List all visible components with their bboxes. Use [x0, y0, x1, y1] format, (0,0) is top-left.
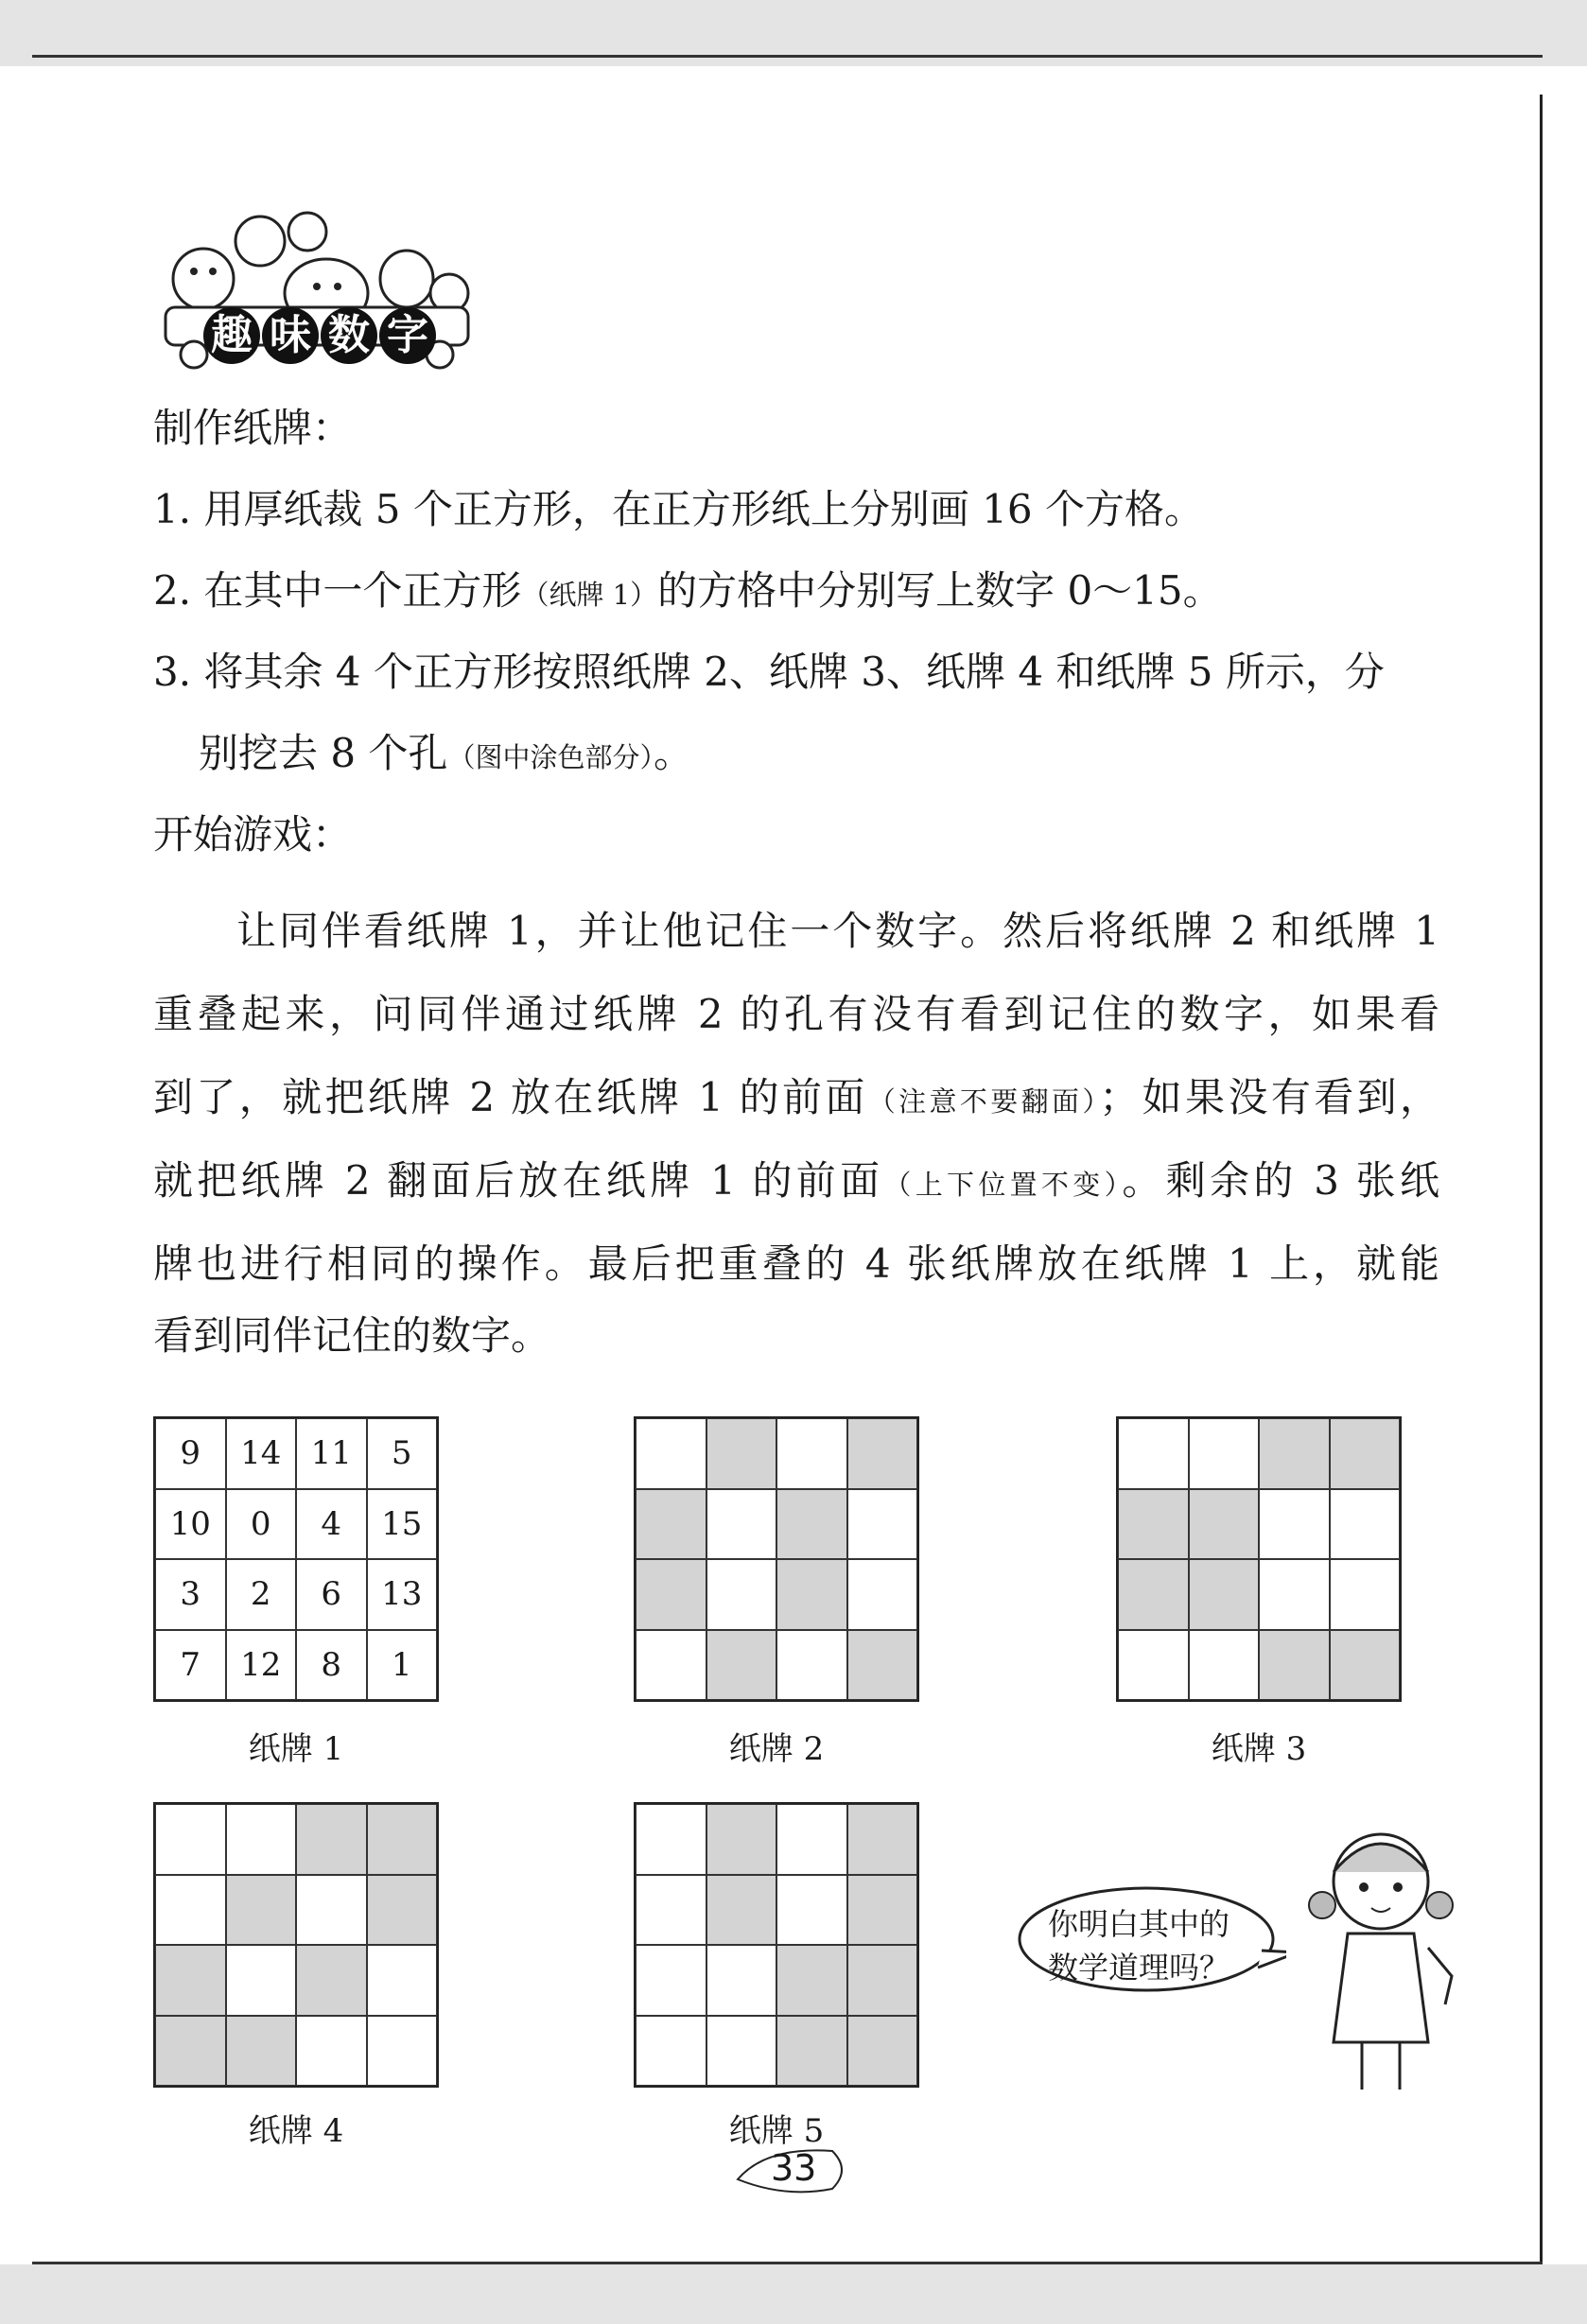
speech-line-1: 你明白其中的: [1048, 1906, 1230, 1942]
card-5-cell: [706, 2016, 777, 2087]
card-4-cell: [155, 1875, 226, 1946]
card-3-cell: [1189, 1630, 1260, 1701]
card-1-cell: 6: [296, 1559, 367, 1630]
play-line-4-text: 就把纸牌 2 翻面后放在纸牌 1 的前面: [153, 1157, 884, 1204]
card-1-cell: 0: [226, 1489, 297, 1560]
card-3-cell: [1330, 1489, 1401, 1560]
making-heading: 制作纸牌：: [153, 405, 353, 451]
card-5-hole: [776, 1945, 847, 2016]
card-4-caption: 纸牌 4: [248, 2112, 344, 2150]
step-2-note: （纸牌 1）: [521, 579, 658, 611]
card-2-cell: [636, 1630, 706, 1701]
card-1-cell: 5: [367, 1418, 438, 1489]
card-4-grid: [153, 1802, 439, 2088]
speech-text: [1048, 1902, 1229, 1989]
play-line-3: [153, 1067, 1439, 1123]
card-3-cell: [1259, 1559, 1330, 1630]
play-heading: 开始游戏：: [153, 811, 353, 858]
card-2-hole: [636, 1559, 706, 1630]
card-4-hole: [155, 2016, 226, 2087]
play-line-1: 让同伴看纸牌 1，并让他记住一个数字。然后将纸牌 2 和纸牌 1: [236, 908, 1439, 954]
card-4-hole: [296, 1945, 367, 2016]
banner-char: 数: [321, 307, 377, 364]
card-5-hole: [706, 1875, 777, 1946]
card-2-hole: [847, 1630, 918, 1701]
card-4-hole: [367, 1875, 438, 1946]
card-1-cell: 13: [367, 1559, 438, 1630]
card-5-cell: [636, 1945, 706, 2016]
card-1-cell: 4: [296, 1489, 367, 1560]
card-3-cell: [1118, 1630, 1189, 1701]
card-5-cell: [706, 1945, 777, 2016]
card-1-cell: 12: [226, 1630, 297, 1701]
card-1-cell: 10: [155, 1489, 226, 1560]
card-1-cell: 11: [296, 1418, 367, 1489]
card-1-cell: 7: [155, 1630, 226, 1701]
card-5-caption: 纸牌 5: [728, 2112, 825, 2150]
card-4-cell: [155, 1804, 226, 1875]
card-1-cell: 14: [226, 1418, 297, 1489]
card-3-caption: 纸牌 3: [1211, 1730, 1307, 1768]
card-5-hole: [776, 2016, 847, 2087]
card-4-cell: [367, 1945, 438, 2016]
card-4-cell: [226, 1804, 297, 1875]
banner-title: [203, 307, 436, 364]
card-5-cell: [636, 1875, 706, 1946]
card-2-cell: [776, 1418, 847, 1489]
card-4-hole: [296, 1804, 367, 1875]
step-3-text-end: 。: [653, 730, 693, 776]
banner-char: 字: [379, 307, 436, 364]
card-4-hole: [226, 1875, 297, 1946]
card-1-cell: 2: [226, 1559, 297, 1630]
card-4-hole: [226, 2016, 297, 2087]
card-4-cell: [367, 2016, 438, 2087]
card-3-cell: [1118, 1418, 1189, 1489]
card-5-cell: [776, 1875, 847, 1946]
card-1-cell: 3: [155, 1559, 226, 1630]
card-2-cell: [776, 1630, 847, 1701]
making-step-3-line-2: [199, 730, 693, 776]
step-3-note: （图中涂色部分）: [447, 741, 654, 773]
page-frame-top: [32, 55, 1543, 58]
making-step-1: 1. 用厚纸裁 5 个正方形，在正方形纸上分别画 16 个方格。: [153, 486, 1204, 532]
card-2-cell: [847, 1559, 918, 1630]
card-3-hole: [1189, 1489, 1260, 1560]
card-2-grid: [634, 1416, 919, 1702]
card-5-cell: [636, 1804, 706, 1875]
card-5-hole: [847, 1875, 918, 1946]
card-2-hole: [776, 1559, 847, 1630]
card-5-hole: [706, 1804, 777, 1875]
card-1-grid: [153, 1416, 439, 1702]
card-3-hole: [1118, 1559, 1189, 1630]
play-line-4: [153, 1150, 1439, 1206]
card-3-grid: [1116, 1416, 1402, 1702]
card-5-cell: [636, 2016, 706, 2087]
card-4-hole: [155, 1945, 226, 2016]
step-2-text-end: 的方格中分别写上数字 0～15。: [657, 567, 1223, 614]
girl-illustration: [1296, 1815, 1466, 2099]
card-3-cell: [1330, 1559, 1401, 1630]
card-5-hole: [847, 1945, 918, 2016]
card-2-hole: [706, 1630, 777, 1701]
card-4-hole: [367, 1804, 438, 1875]
card-2-hole: [847, 1418, 918, 1489]
card-5-grid: [634, 1802, 919, 2088]
card-2-hole: [636, 1489, 706, 1560]
card-2-cell: [847, 1489, 918, 1560]
step-3-text: 别挖去 8 个孔: [199, 730, 448, 776]
step-2-text: 2. 在其中一个正方形: [153, 567, 522, 614]
card-1-cell: 1: [367, 1630, 438, 1701]
card-3-hole: [1189, 1559, 1260, 1630]
card-3-hole: [1259, 1418, 1330, 1489]
card-1-cell: 8: [296, 1630, 367, 1701]
card-3-cell: [1259, 1489, 1330, 1560]
card-2-cell: [706, 1559, 777, 1630]
card-1-caption: 纸牌 1: [248, 1730, 344, 1768]
card-2-hole: [706, 1418, 777, 1489]
play-line-2: 重叠起来，问同伴通过纸牌 2 的孔有没有看到记住的数字，如果看: [153, 991, 1439, 1037]
card-4-cell: [296, 1875, 367, 1946]
card-2-caption: 纸牌 2: [728, 1730, 825, 1768]
speech-line-2: 数学道理吗？: [1048, 1950, 1230, 1986]
banner-char: 趣: [203, 307, 260, 364]
card-3-hole: [1330, 1418, 1401, 1489]
scan-bottom-margin: [0, 2264, 1587, 2324]
card-3-hole: [1330, 1630, 1401, 1701]
card-5-hole: [847, 1804, 918, 1875]
page-frame-right: [1540, 95, 1543, 2264]
page-number: 33: [771, 2147, 817, 2189]
card-4-cell: [296, 2016, 367, 2087]
card-2-hole: [776, 1489, 847, 1560]
making-step-3-line-1: 3. 将其余 4 个正方形按照纸牌 2、纸牌 3、纸牌 4 和纸牌 5 所示，分: [153, 649, 1385, 695]
card-1-cell: 9: [155, 1418, 226, 1489]
card-5-hole: [847, 2016, 918, 2087]
play-line-3-note: （注意不要翻面）: [867, 1085, 1100, 1118]
card-3-hole: [1259, 1630, 1330, 1701]
play-line-5: 牌也进行相同的操作。最后把重叠的 4 张纸牌放在纸牌 1 上，就能: [153, 1240, 1439, 1287]
play-line-3-text: 到了，就把纸牌 2 放在纸牌 1 的前面: [153, 1074, 868, 1120]
card-2-cell: [706, 1489, 777, 1560]
play-line-4-text-end: 。剩余的 3 张纸: [1122, 1157, 1439, 1204]
play-line-4-note: （上下位置不变）: [883, 1169, 1123, 1201]
banner-char: 味: [262, 307, 319, 364]
card-1-cell: 15: [367, 1489, 438, 1560]
card-3-hole: [1118, 1489, 1189, 1560]
play-line-3-text-end: ；如果没有看到，: [1099, 1074, 1439, 1120]
play-line-6: 看到同伴记住的数字。: [153, 1312, 551, 1359]
card-4-cell: [226, 1945, 297, 2016]
card-2-cell: [636, 1418, 706, 1489]
making-step-2: [153, 567, 1223, 614]
card-3-cell: [1189, 1418, 1260, 1489]
card-5-cell: [776, 1804, 847, 1875]
